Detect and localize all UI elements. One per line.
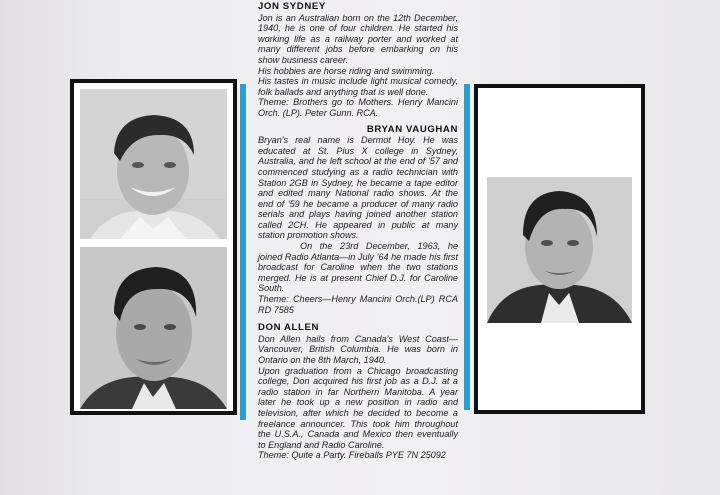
theme-line: Theme: Cheers—Henry Mancini Orch.(LP) RCA RD 7585 bbox=[258, 294, 458, 315]
left-photo-frame bbox=[70, 79, 237, 415]
section-jon-sydney bbox=[258, 2, 458, 119]
right-photo-frame bbox=[474, 84, 645, 414]
paragraph: His hobbies are horse riding and swimming. bbox=[258, 65, 435, 76]
paragraph: On the 23rd December, 1963, he joined Radio Atlanta—in July '64 he made his first broadcast for Caroline when the two stations merged. He is at present Chief D.J. for Caroline South. bbox=[258, 241, 458, 294]
photo-don-allen bbox=[487, 177, 632, 323]
theme-line: Theme: Quite a Party. Fireballs PYE 7N 25092 bbox=[258, 450, 446, 461]
paragraph: Jon is an Australian born on the 12th December, 1940, he is one of four children. He started his working life as a railway porter and worked at many different jobs before embarking on his show business career. bbox=[258, 12, 458, 65]
photo-jon-sydney bbox=[80, 89, 227, 239]
heading-don-allen: DON ALLEN bbox=[258, 322, 320, 334]
paragraph: His tastes in music include light musical comedy, folk ballads and anything that is well done. bbox=[258, 76, 458, 97]
photo-bryan-vaughan bbox=[80, 247, 227, 409]
left-blue-rule bbox=[240, 84, 246, 420]
heading-jon-sydney: JON SYDNEY bbox=[258, 1, 326, 12]
heading-bryan-vaughan: BRYAN VAUGHAN bbox=[366, 123, 458, 135]
right-blue-rule bbox=[464, 84, 470, 410]
section-don-allen bbox=[258, 323, 458, 461]
paragraph: Upon graduation from a Chicago broadcasting college, Don acquired his first job as a D.J. at a radio station in far Northern Manitoba. A year later he took up a new position in radio and television, after which he decided to become a freelance announcer. This took him throughout the U.S.A., Canada and Mexico then eventually to England and Radio Caroline. bbox=[258, 365, 458, 450]
paragraph: Bryan's real name is Dermot Hoy. He was educated at St. Pius X college in Sydney, Australia, and he left school at the end of '57 and commenced studying as a radio technician with Station 2GB in Sydney, he became a tape editor and edited many National radio shows. At the end of '59 he became a producer of many radio serials and plays having joined another station called 2CH. He appeared in public at many station promotion shows. bbox=[258, 135, 458, 241]
biography-column bbox=[258, 2, 458, 461]
theme-line: Theme: Brothers go to Mothers. Henry Mancini Orch. (LP). Peter Gunn. RCA. bbox=[258, 97, 458, 118]
paragraph: Don Allen hails from Canada's West Coast—Vancouver, British Columbia. He was born in Ontario on the 8th March, 1940. bbox=[258, 333, 458, 365]
section-bryan-vaughan bbox=[258, 125, 458, 316]
